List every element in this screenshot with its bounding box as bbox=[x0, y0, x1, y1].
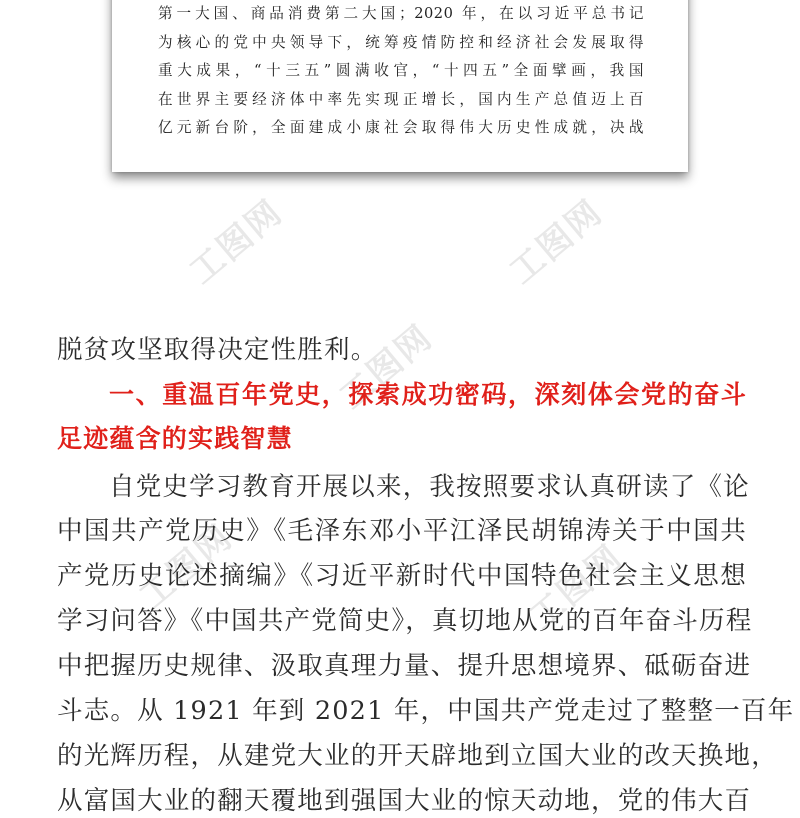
watermark: 工图网 bbox=[502, 192, 611, 293]
card-line: 亿元新台阶，全面建成小康社会取得伟大历史性成就，决战 bbox=[158, 119, 644, 137]
watermark: 工图网 bbox=[182, 192, 291, 293]
card-line: 重大成果，“十三五”圆满收官，“十四五”全面擘画，我国 bbox=[158, 62, 644, 80]
watermark: 工图网 bbox=[332, 317, 441, 418]
watermark: 工图网 bbox=[132, 517, 241, 618]
paragraph-line: 的光辉历程，从建党大业的开天辟地到立国大业的改天换地， bbox=[57, 741, 778, 771]
paragraph-line: 斗志。从 1921 年到 2021 年，中国共产党走过了整整一百年 bbox=[57, 696, 795, 726]
card-line: 第一大国、商品消费第二大国；2020 年，在以习近平总书记 bbox=[158, 5, 644, 22]
paragraph-line: 产党历史论述摘编》《习近平新时代中国特色社会主义思想 bbox=[57, 561, 747, 591]
paragraph-line: 自党史学习教育开展以来，我按照要求认真研读了《论 bbox=[109, 472, 750, 502]
paragraph-line: 从富国大业的翻天覆地到强国大业的惊天动地，党的伟大百 bbox=[57, 786, 752, 816]
paragraph-line: 中国共产党历史》《毛泽东邓小平江泽民胡锦涛关于中国共 bbox=[57, 516, 747, 546]
section-heading: 足迹蕴含的实践智慧 bbox=[57, 424, 293, 453]
body-line: 脱贫攻坚取得决定性胜利。 bbox=[57, 335, 378, 365]
paragraph-line: 中把握历史规律、汲取真理力量、提升思想境界、砥砺奋进 bbox=[57, 651, 752, 681]
card-line: 为核心的党中央领导下，统筹疫情防控和经济社会发展取得 bbox=[158, 33, 644, 51]
watermark: 工图网 bbox=[522, 537, 631, 638]
card-line: 在世界主要经济体中率先实现正增长，国内生产总值迈上百 bbox=[158, 90, 644, 108]
section-heading: 一、重温百年党史，探索成功密码，深刻体会党的奋斗 bbox=[109, 380, 747, 409]
page-preview-card bbox=[112, 0, 688, 172]
paragraph-line: 学习问答》《中国共产党简史》，真切地从党的百年奋斗历程 bbox=[57, 606, 753, 636]
card-text bbox=[158, 0, 644, 143]
